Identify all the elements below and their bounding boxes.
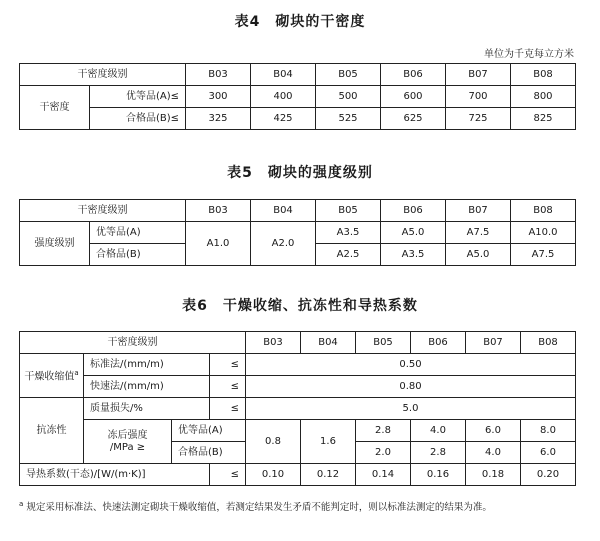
table-row <box>20 332 576 354</box>
footnote-marker: a <box>74 368 79 377</box>
table-row <box>20 354 576 376</box>
conductivity-label: 导热系数(干态)/[W/(m·K)] <box>20 464 210 486</box>
table-row <box>20 222 576 244</box>
table5-row-group: 强度级别 <box>20 222 90 266</box>
grade-cell: B07 <box>446 200 511 222</box>
frost-group: 抗冻性 <box>20 398 84 464</box>
grade-cell: B06 <box>381 64 446 86</box>
fast-method-label: 快速法/(mm/m) <box>84 376 210 398</box>
value-cell: 1.6 <box>301 420 356 464</box>
row-label: 优等品(A)≤ <box>90 86 186 108</box>
value-cell: 600 <box>381 86 446 108</box>
strength-after-line1: 冻后强度 <box>107 430 148 441</box>
table4-title: 表4 砌块的干密度 <box>234 14 366 30</box>
le-sign: ≤ <box>210 398 246 420</box>
grade-cell: B04 <box>251 64 316 86</box>
value-cell: A3.5 <box>316 222 381 244</box>
grade-cell: B06 <box>381 200 446 222</box>
value-cell: 725 <box>446 108 511 130</box>
strength-after-line2: /MPa ≥ <box>109 441 146 453</box>
grade-cell: B03 <box>186 64 251 86</box>
row-label: 优等品(A) <box>90 222 186 244</box>
grade-cell: B06 <box>411 332 466 354</box>
value-cell: 825 <box>511 108 576 130</box>
value-cell: 525 <box>316 108 381 130</box>
le-sign: ≤ <box>210 464 246 486</box>
value-cell: 8.0 <box>521 420 576 442</box>
mass-loss-label: 质量损失/% <box>84 398 210 420</box>
value-cell: A10.0 <box>511 222 576 244</box>
grade-cell: B08 <box>511 200 576 222</box>
value-cell: 6.0 <box>466 420 521 442</box>
grade-cell: B05 <box>316 64 381 86</box>
grade-cell: B07 <box>446 64 511 86</box>
value-cell: 0.12 <box>301 464 356 486</box>
value-cell: 0.16 <box>411 464 466 486</box>
value-cell: 425 <box>251 108 316 130</box>
grade-cell: B08 <box>521 332 576 354</box>
value-cell: 2.0 <box>356 442 411 464</box>
shrinkage-group <box>20 354 84 398</box>
standard-method-label: 标准法/(mm/m) <box>84 354 210 376</box>
footnote-text: 规定采用标准法、快速法测定砌块干燥收缩值，若测定结果发生矛盾不能判定时，则以标准法测定的结果为准。 <box>26 502 492 514</box>
value-cell: 0.10 <box>246 464 301 486</box>
table-row <box>20 420 576 442</box>
row-label: 合格品(B) <box>90 244 186 266</box>
value-cell: 4.0 <box>466 442 521 464</box>
mass-loss-value: 5.0 <box>246 398 576 420</box>
table-row <box>20 86 576 108</box>
table5 <box>19 199 576 266</box>
value-cell: A5.0 <box>446 244 511 266</box>
grade-cell: B08 <box>511 64 576 86</box>
value-cell: 300 <box>186 86 251 108</box>
table5-title: 表5 砌块的强度级别 <box>227 165 373 181</box>
le-sign: ≤ <box>210 376 246 398</box>
value-cell: 0.14 <box>356 464 411 486</box>
value-cell: 6.0 <box>521 442 576 464</box>
table6-title: 表6 干燥收缩、抗冻性和导热系数 <box>182 298 418 314</box>
value-cell: 500 <box>316 86 381 108</box>
table-row <box>20 64 576 86</box>
value-cell: A1.0 <box>186 222 251 266</box>
value-cell: 2.8 <box>356 420 411 442</box>
shrinkage-group-label: 干燥收缩值 <box>24 370 75 382</box>
value-cell: 0.18 <box>466 464 521 486</box>
value-cell: 400 <box>251 86 316 108</box>
table4-header-label: 干密度级别 <box>20 64 186 86</box>
table4-row-group: 干密度 <box>20 86 90 130</box>
standard-value: 0.50 <box>246 354 576 376</box>
le-sign: ≤ <box>210 354 246 376</box>
strength-after-label <box>84 420 172 464</box>
table6-header-label: 干密度级别 <box>20 332 246 354</box>
value-cell: A7.5 <box>446 222 511 244</box>
table4-unit: 单位为千克每立方米 <box>484 49 574 60</box>
footnote-marker: a <box>19 500 24 508</box>
table4 <box>19 63 576 130</box>
grade-cell: B07 <box>466 332 521 354</box>
table-row <box>20 398 576 420</box>
fast-value: 0.80 <box>246 376 576 398</box>
table-row <box>20 108 576 130</box>
table-row <box>20 376 576 398</box>
value-cell: 2.8 <box>411 442 466 464</box>
table6-footnote <box>19 497 575 515</box>
table-row <box>20 200 576 222</box>
value-cell: 700 <box>446 86 511 108</box>
grade-b-label: 合格品(B) <box>172 442 246 464</box>
table6 <box>19 331 576 486</box>
value-cell: 325 <box>186 108 251 130</box>
value-cell: A2.0 <box>251 222 316 266</box>
grade-cell: B05 <box>356 332 411 354</box>
grade-cell: B04 <box>251 200 316 222</box>
grade-cell: B05 <box>316 200 381 222</box>
grade-a-label: 优等品(A) <box>172 420 246 442</box>
value-cell: A5.0 <box>381 222 446 244</box>
value-cell: A3.5 <box>381 244 446 266</box>
grade-cell: B03 <box>246 332 301 354</box>
value-cell: 4.0 <box>411 420 466 442</box>
value-cell: A7.5 <box>511 244 576 266</box>
grade-cell: B04 <box>301 332 356 354</box>
grade-cell: B03 <box>186 200 251 222</box>
row-label: 合格品(B)≤ <box>90 108 186 130</box>
value-cell: A2.5 <box>316 244 381 266</box>
table-row <box>20 464 576 486</box>
value-cell: 0.20 <box>521 464 576 486</box>
value-cell: 800 <box>511 86 576 108</box>
value-cell: 625 <box>381 108 446 130</box>
table5-header-label: 干密度级别 <box>20 200 186 222</box>
value-cell: 0.8 <box>246 420 301 464</box>
